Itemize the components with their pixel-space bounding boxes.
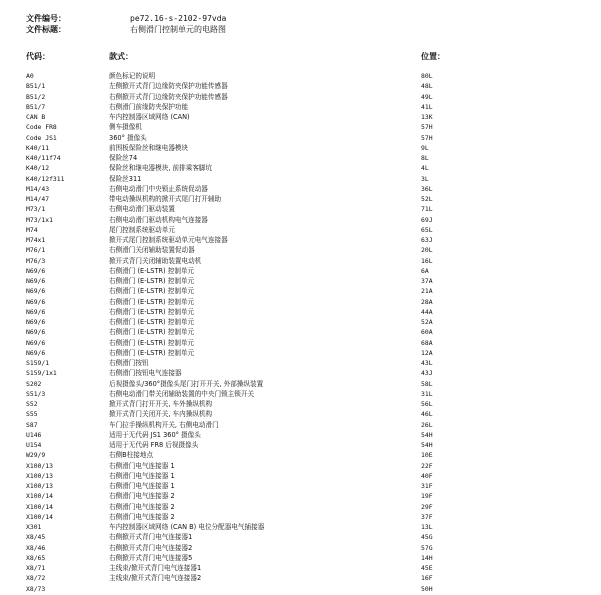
list-item bbox=[26, 174, 601, 184]
component-code: M74x1 bbox=[26, 236, 46, 244]
component-code: S52 bbox=[26, 400, 38, 408]
component-description: 保险丝74 bbox=[109, 154, 138, 162]
component-description: 右侧滑门 (E-LSTR) 控制单元 bbox=[109, 297, 195, 306]
component-code: N69/6 bbox=[26, 328, 46, 337]
component-code: X8/46 bbox=[26, 543, 46, 552]
list-item bbox=[26, 153, 601, 163]
component-code: U154 bbox=[26, 441, 42, 449]
component-position: 14H bbox=[421, 553, 433, 562]
component-description: 右侧滑门电气连接器 1 bbox=[109, 482, 175, 490]
list-item bbox=[26, 245, 601, 255]
component-position: 3L bbox=[421, 174, 429, 183]
component-code: X8/72 bbox=[26, 574, 46, 583]
component-position: 43L bbox=[421, 359, 433, 367]
list-item bbox=[26, 194, 601, 204]
list-item bbox=[26, 502, 601, 512]
component-code: M76/1 bbox=[26, 246, 46, 255]
list-item bbox=[26, 512, 601, 522]
component-position: 10E bbox=[421, 451, 433, 460]
component-description: 右侧滑门按钮电气连接器 bbox=[109, 369, 182, 378]
list-item bbox=[26, 286, 601, 296]
component-description: 保险丝311 bbox=[109, 174, 142, 183]
component-description: 右侧滑门 (E-LSTR) 控制单元 bbox=[109, 266, 195, 275]
component-code: M14/43 bbox=[26, 184, 50, 193]
component-code: X8/73 bbox=[26, 584, 46, 593]
list-item bbox=[26, 399, 601, 409]
component-description: 右侧滑门电气连接器 2 bbox=[109, 502, 175, 511]
component-code: X8/71 bbox=[26, 564, 46, 572]
component-code: N69/6 bbox=[26, 348, 46, 357]
component-position: 26L bbox=[421, 420, 433, 429]
pos-column-header: 位置： bbox=[421, 52, 445, 61]
component-position: 56L bbox=[421, 400, 433, 408]
component-code: N69/6 bbox=[26, 318, 46, 326]
component-code: Code FR8 bbox=[26, 123, 57, 132]
component-position: 37F bbox=[421, 512, 433, 521]
list-item bbox=[26, 348, 601, 358]
component-code: X100/14 bbox=[26, 512, 53, 521]
component-position: 63J bbox=[421, 236, 433, 244]
component-description: 右侧滑门 (E-LSTR) 控制单元 bbox=[109, 287, 195, 296]
component-description: 右侧电动滑门驱动装置 bbox=[109, 205, 175, 214]
list-item bbox=[26, 430, 601, 440]
list-item bbox=[26, 122, 601, 132]
component-description: 右侧B柱接地点 bbox=[109, 451, 154, 460]
component-position: 20L bbox=[421, 246, 433, 255]
list-item bbox=[26, 420, 601, 430]
component-list bbox=[26, 71, 601, 594]
component-code: S202 bbox=[26, 379, 42, 388]
component-code: M14/47 bbox=[26, 195, 50, 203]
component-code: X100/13 bbox=[26, 482, 53, 490]
list-item bbox=[26, 266, 601, 276]
component-position: 71L bbox=[421, 205, 433, 214]
list-item bbox=[26, 184, 601, 194]
component-position: 43J bbox=[421, 369, 433, 378]
list-item bbox=[26, 573, 601, 583]
component-position: 46L bbox=[421, 410, 433, 419]
component-position: 41L bbox=[421, 102, 433, 111]
component-code: X100/13 bbox=[26, 471, 53, 480]
component-code: K40/11f74 bbox=[26, 154, 61, 162]
list-item bbox=[26, 440, 601, 450]
component-position: 44A bbox=[421, 307, 433, 316]
component-code: M73/1 bbox=[26, 205, 46, 214]
list-item bbox=[26, 143, 601, 153]
table-header bbox=[26, 51, 586, 62]
list-item bbox=[26, 81, 601, 91]
component-position: 28A bbox=[421, 297, 433, 306]
list-item bbox=[26, 471, 601, 481]
component-code: U146 bbox=[26, 430, 42, 439]
list-item bbox=[26, 133, 601, 143]
list-item bbox=[26, 409, 601, 419]
list-item bbox=[26, 297, 601, 307]
component-description: 颜色标记的说明 bbox=[109, 72, 156, 80]
component-position: 65L bbox=[421, 225, 433, 234]
list-item bbox=[26, 491, 601, 501]
component-description: 右侧滑门按钮 bbox=[109, 359, 149, 367]
component-position: 29F bbox=[421, 502, 433, 511]
component-code: W29/9 bbox=[26, 451, 46, 460]
component-code: N69/6 bbox=[26, 277, 46, 285]
component-description: 适用于无代码 FR8 后视摄像头 bbox=[109, 441, 199, 449]
list-item bbox=[26, 532, 601, 542]
component-code: S51/3 bbox=[26, 389, 46, 398]
list-item bbox=[26, 204, 601, 214]
list-item bbox=[26, 92, 601, 102]
component-code: K40/11 bbox=[26, 143, 50, 152]
component-position: 22F bbox=[421, 461, 433, 470]
component-position: 8L bbox=[421, 154, 429, 162]
component-position: 49L bbox=[421, 92, 433, 101]
component-description: 右侧电动滑门中央锁止系统促动器 bbox=[109, 184, 208, 193]
component-position: 16F bbox=[421, 574, 433, 583]
component-position: 45G bbox=[421, 533, 433, 542]
component-code: N69/6 bbox=[26, 287, 46, 296]
component-code: X8/65 bbox=[26, 553, 46, 562]
component-description: 前围板保险丝和继电器模块 bbox=[109, 143, 189, 152]
doc-title-value: 右侧滑门控制单元的电路图 bbox=[130, 25, 226, 34]
component-code: Code JS1 bbox=[26, 133, 57, 142]
component-position: 57H bbox=[421, 133, 433, 142]
component-description: 主线束/掀开式背门电气连接器2 bbox=[109, 574, 202, 583]
component-code: X100/13 bbox=[26, 461, 53, 470]
component-description: 左侧掀开式背门边缘防夹保护功能传感器 bbox=[109, 82, 228, 91]
component-position: 37A bbox=[421, 277, 433, 285]
component-description: 带电动操纵机构的掀开式尾门打开辅助 bbox=[109, 195, 222, 203]
component-description: 掀开式背门打开开关, 车外操纵机构 bbox=[109, 400, 213, 408]
list-item bbox=[26, 481, 601, 491]
component-position: 60A bbox=[421, 328, 433, 337]
list-item bbox=[26, 543, 601, 553]
list-item bbox=[26, 317, 601, 327]
desc-column-header: 款式： bbox=[109, 52, 133, 61]
component-position: 57H bbox=[421, 123, 433, 132]
component-description: 车内控制器区域网络 (CAN) bbox=[109, 113, 190, 121]
component-code: B51/7 bbox=[26, 102, 46, 111]
component-code: N69/6 bbox=[26, 307, 46, 316]
list-item bbox=[26, 461, 601, 471]
component-position: 80L bbox=[421, 72, 433, 80]
list-item bbox=[26, 276, 601, 286]
component-code: N69/6 bbox=[26, 338, 46, 347]
component-position: 69J bbox=[421, 215, 433, 224]
component-code: N69/6 bbox=[26, 297, 46, 306]
component-description: 右侧滑门电气连接器 1 bbox=[109, 461, 175, 470]
list-item bbox=[26, 256, 601, 266]
doc-number-value: pe72.16-s-2102-97vda bbox=[130, 14, 227, 23]
component-position: 6A bbox=[421, 266, 429, 275]
doc-title-row bbox=[26, 24, 226, 35]
component-description: 右侧电动滑门带关闭辅助装置的中央门锁主锁开关 bbox=[109, 389, 255, 398]
doc-title-label: 文件标题： bbox=[26, 25, 66, 34]
component-position: 9L bbox=[421, 143, 429, 152]
component-description: 右侧掀开式背门电气连接器2 bbox=[109, 543, 193, 552]
component-position: 54H bbox=[421, 441, 433, 449]
list-item bbox=[26, 102, 601, 112]
list-item bbox=[26, 215, 601, 225]
component-code: M74 bbox=[26, 225, 38, 234]
component-position: 12A bbox=[421, 348, 433, 357]
component-description: 掀开式尾门控制系统驱动单元电气连接器 bbox=[109, 236, 228, 244]
component-code: X301 bbox=[26, 523, 42, 531]
list-item bbox=[26, 389, 601, 399]
component-code: X100/14 bbox=[26, 502, 53, 511]
component-position: 36L bbox=[421, 184, 433, 193]
component-description: 后视摄像头/360°摄像头尾门打开开关, 外部操纵装置 bbox=[109, 379, 264, 388]
component-position: 57G bbox=[421, 543, 433, 552]
component-description: 右侧滑门 (E-LSTR) 控制单元 bbox=[109, 307, 195, 316]
component-position: 54H bbox=[421, 430, 433, 439]
component-description: 尾门控制系统驱动单元 bbox=[109, 225, 175, 234]
component-code: B51/1 bbox=[26, 82, 46, 91]
component-description: 右侧掀开式背门电气连接器1 bbox=[109, 533, 193, 542]
component-description: 右侧滑门 (E-LSTR) 控制单元 bbox=[109, 318, 195, 326]
component-code: A0 bbox=[26, 72, 34, 80]
component-position: 50H bbox=[421, 584, 433, 593]
doc-number-row bbox=[26, 13, 226, 24]
component-position: 19F bbox=[421, 492, 433, 501]
component-description: 右侧滑门 (E-LSTR) 控制单元 bbox=[109, 348, 195, 357]
component-position: 13K bbox=[421, 113, 433, 121]
component-description: 右侧滑门前缘防夹保护功能 bbox=[109, 102, 189, 111]
component-description: 掀开式背门关闭开关, 车内操纵机构 bbox=[109, 410, 213, 419]
list-item bbox=[26, 163, 601, 173]
component-description: 右侧滑门 (E-LSTR) 控制单元 bbox=[109, 277, 195, 285]
list-item bbox=[26, 71, 601, 81]
component-code: CAN B bbox=[26, 113, 46, 121]
list-item bbox=[26, 450, 601, 460]
component-description: 掀开式背门关闭辅助装置电动机 bbox=[109, 256, 202, 265]
component-position: 58L bbox=[421, 379, 433, 388]
list-item bbox=[26, 584, 601, 594]
document-meta bbox=[26, 13, 226, 35]
component-code: S87 bbox=[26, 420, 38, 429]
component-description: 车门拉手操纵机构开关, 右侧电动滑门 bbox=[109, 420, 219, 429]
component-description: 右侧掀开式背门边缘防夹保护功能传感器 bbox=[109, 92, 228, 101]
component-description: 360° 摄像头 bbox=[109, 133, 147, 142]
component-code: B51/2 bbox=[26, 92, 46, 101]
component-position: 45E bbox=[421, 564, 433, 572]
component-position: 52L bbox=[421, 195, 433, 203]
component-code: M73/1x1 bbox=[26, 215, 53, 224]
component-position: 21A bbox=[421, 287, 433, 296]
code-column-header: 代码： bbox=[26, 52, 50, 61]
component-description: 主线束/掀开式背门电气连接器1 bbox=[109, 564, 202, 572]
component-description: 侧车摄像机 bbox=[109, 123, 142, 132]
component-code: S159/1x1 bbox=[26, 369, 57, 378]
list-item bbox=[26, 368, 601, 378]
component-description: 右侧滑门电气连接器 2 bbox=[109, 492, 175, 501]
component-position: 16L bbox=[421, 256, 433, 265]
component-code: N69/6 bbox=[26, 266, 46, 275]
component-position: 31L bbox=[421, 389, 433, 398]
doc-number-label: 文件编号： bbox=[26, 14, 66, 23]
component-code: X100/14 bbox=[26, 492, 53, 501]
component-position: 40F bbox=[421, 471, 433, 480]
component-description: 车内控制器区域网络 (CAN B) 电位分配器电气插接器 bbox=[109, 523, 265, 531]
component-code: K40/12 bbox=[26, 164, 50, 173]
list-item bbox=[26, 225, 601, 235]
list-item bbox=[26, 338, 601, 348]
component-code: K40/12f311 bbox=[26, 174, 65, 183]
list-item bbox=[26, 563, 601, 573]
component-description: 右侧电动滑门驱动机构电气连接器 bbox=[109, 215, 208, 224]
list-item bbox=[26, 553, 601, 563]
list-item bbox=[26, 358, 601, 368]
component-code: M76/3 bbox=[26, 256, 46, 265]
list-item bbox=[26, 112, 601, 122]
component-code: S159/1 bbox=[26, 359, 50, 367]
component-position: 52A bbox=[421, 318, 433, 326]
component-description: 适用于无代码 JS1 360° 摄像头 bbox=[109, 430, 201, 439]
component-position: 48L bbox=[421, 82, 433, 91]
component-code: X8/45 bbox=[26, 533, 46, 542]
list-item bbox=[26, 235, 601, 245]
component-position: 13L bbox=[421, 523, 433, 531]
list-item bbox=[26, 522, 601, 532]
list-item bbox=[26, 327, 601, 337]
component-description: 右侧滑门电气连接器 2 bbox=[109, 512, 175, 521]
list-item bbox=[26, 379, 601, 389]
component-description: 右侧滑门电气连接器 1 bbox=[109, 471, 175, 480]
component-description: 右侧滑门关闭辅助装置促动器 bbox=[109, 246, 195, 255]
component-description: 右侧滑门 (E-LSTR) 控制单元 bbox=[109, 338, 195, 347]
list-item bbox=[26, 307, 601, 317]
component-position: 68A bbox=[421, 338, 433, 347]
component-description: 右侧滑门 (E-LSTR) 控制单元 bbox=[109, 328, 195, 337]
component-description: 右侧掀开式背门电气连接器5 bbox=[109, 553, 193, 562]
component-code: S55 bbox=[26, 410, 38, 419]
component-position: 4L bbox=[421, 164, 429, 173]
component-description: 保险丝和继电器模块, 前排乘客脚坑 bbox=[109, 164, 213, 173]
component-position: 31F bbox=[421, 482, 433, 490]
